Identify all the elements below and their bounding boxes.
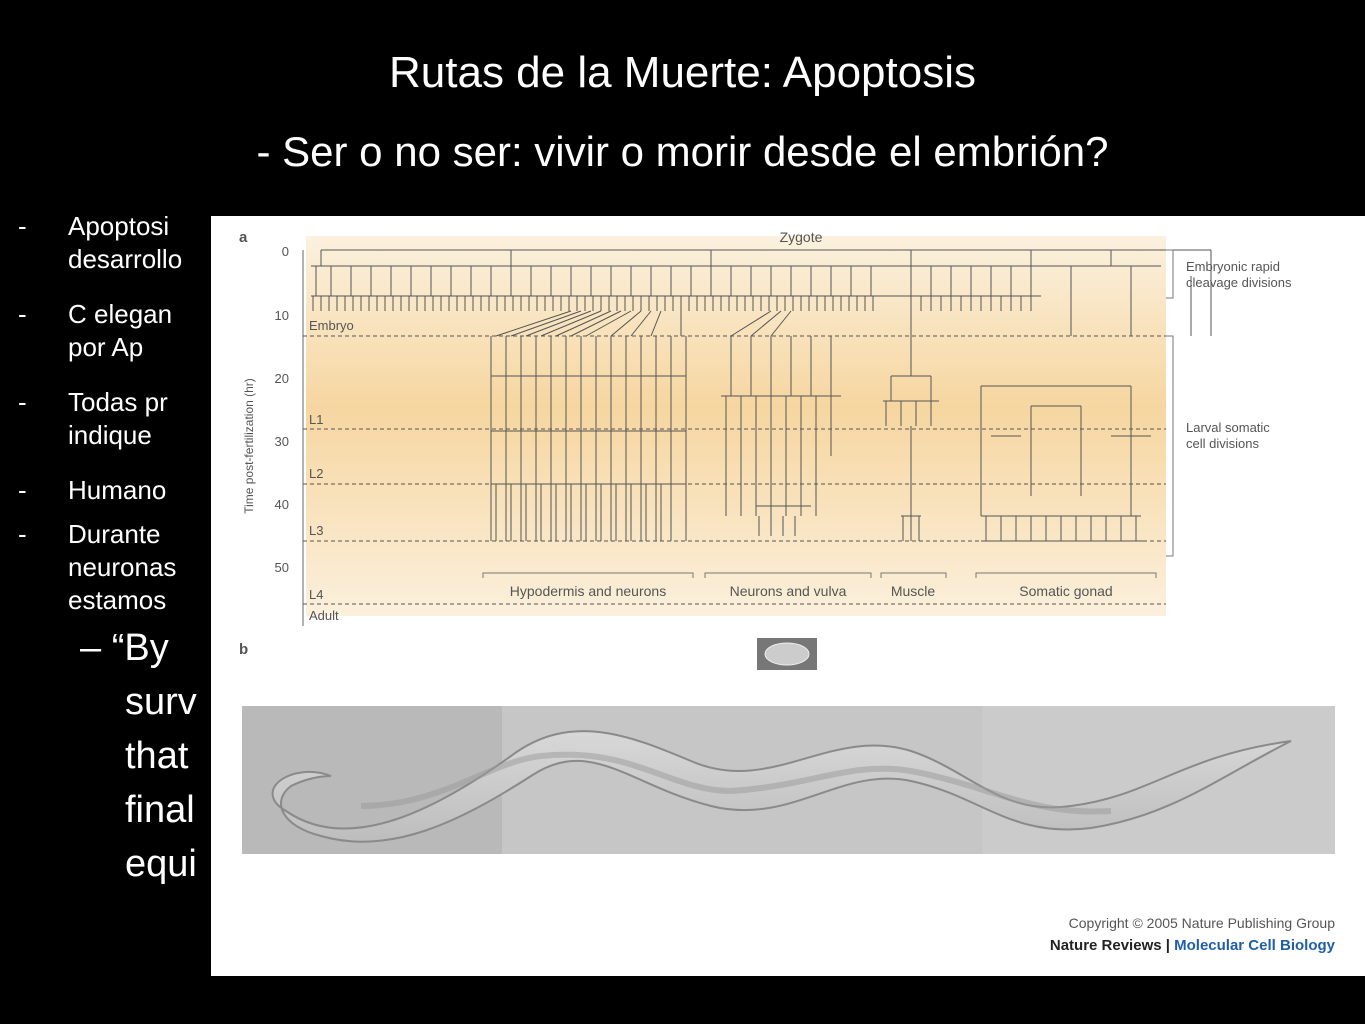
copyright-text: Copyright © 2005 Nature Publishing Group [1068,915,1335,931]
bullet-dash: - [18,387,27,417]
y-tick-label: 20 [274,371,289,386]
group-label: Hypodermis and neurons [509,583,667,599]
bullet-text: estamos [68,585,167,615]
bullet-dash: - [18,519,27,549]
quote-line: equi [125,843,197,885]
lineage-background [306,236,1166,616]
slide-title: Rutas de la Muerte: Apoptosis [389,48,976,97]
bullet-text: por Ap [68,332,144,362]
group-label: Neurons and vulva [729,583,847,599]
y-tick-label: 50 [274,560,289,575]
right-label-embryonic-1: Embryonic rapid [1186,259,1280,274]
quote-line: final [125,789,195,831]
y-tick-label: 0 [281,244,289,259]
bullet-text: Humano [68,475,167,505]
stage-label: Embryo [309,318,354,333]
y-tick-label: 10 [274,308,289,323]
bullet-text: neuronas [68,552,177,582]
bullet-text: C elegan [68,299,173,329]
y-tick-label: 30 [274,434,289,449]
group-label: Muscle [890,583,936,599]
bullet-dash: - [18,475,27,505]
stage-label: L4 [309,587,324,602]
quote-line: surv [125,681,197,723]
worm-micrograph [242,706,1335,854]
panel-b-label: b [239,641,249,658]
bullet-text: desarrollo [68,244,183,274]
y-tick-label: 40 [274,497,289,512]
journal-separator: | [1161,937,1175,954]
bullet-dash: - [18,211,27,241]
journal-credit [1050,937,1336,954]
bullet-text: Apoptosi [68,211,170,241]
journal-prefix: Nature Reviews [1049,937,1162,954]
egg-shape [765,643,809,665]
bullet-text: indique [68,420,152,450]
group-label: Somatic gonad [1019,583,1113,599]
stage-label: L2 [309,466,324,481]
root-label: Zygote [779,229,823,245]
panel-a-label: a [239,229,248,246]
stage-label: L1 [309,412,324,427]
slide-subtitle: - Ser o no ser: vivir o morir desde el embrión? [256,128,1109,175]
right-label-larval-2: cell divisions [1186,436,1259,451]
y-ticks [275,244,289,575]
journal-name: Molecular Cell Biology [1174,937,1335,954]
lineage-figure [211,216,1365,976]
bullet-text: Durante [68,519,161,549]
bracket-embryonic [1166,250,1173,298]
right-label-larval-1: Larval somatic [1186,420,1270,435]
bullet-dash: - [18,299,27,329]
bracket-larval [1166,336,1173,556]
right-brackets [1166,250,1173,556]
quote-line: – “By [80,627,169,669]
bullet-text: Todas pr [68,387,168,417]
quote-line: that [125,735,189,777]
y-axis-label: Time post-fertilization (hr) [242,378,256,514]
stage-label: L3 [309,523,324,538]
stage-label: Adult [309,608,339,623]
right-label-embryonic-2: cleavage divisions [1186,275,1292,290]
